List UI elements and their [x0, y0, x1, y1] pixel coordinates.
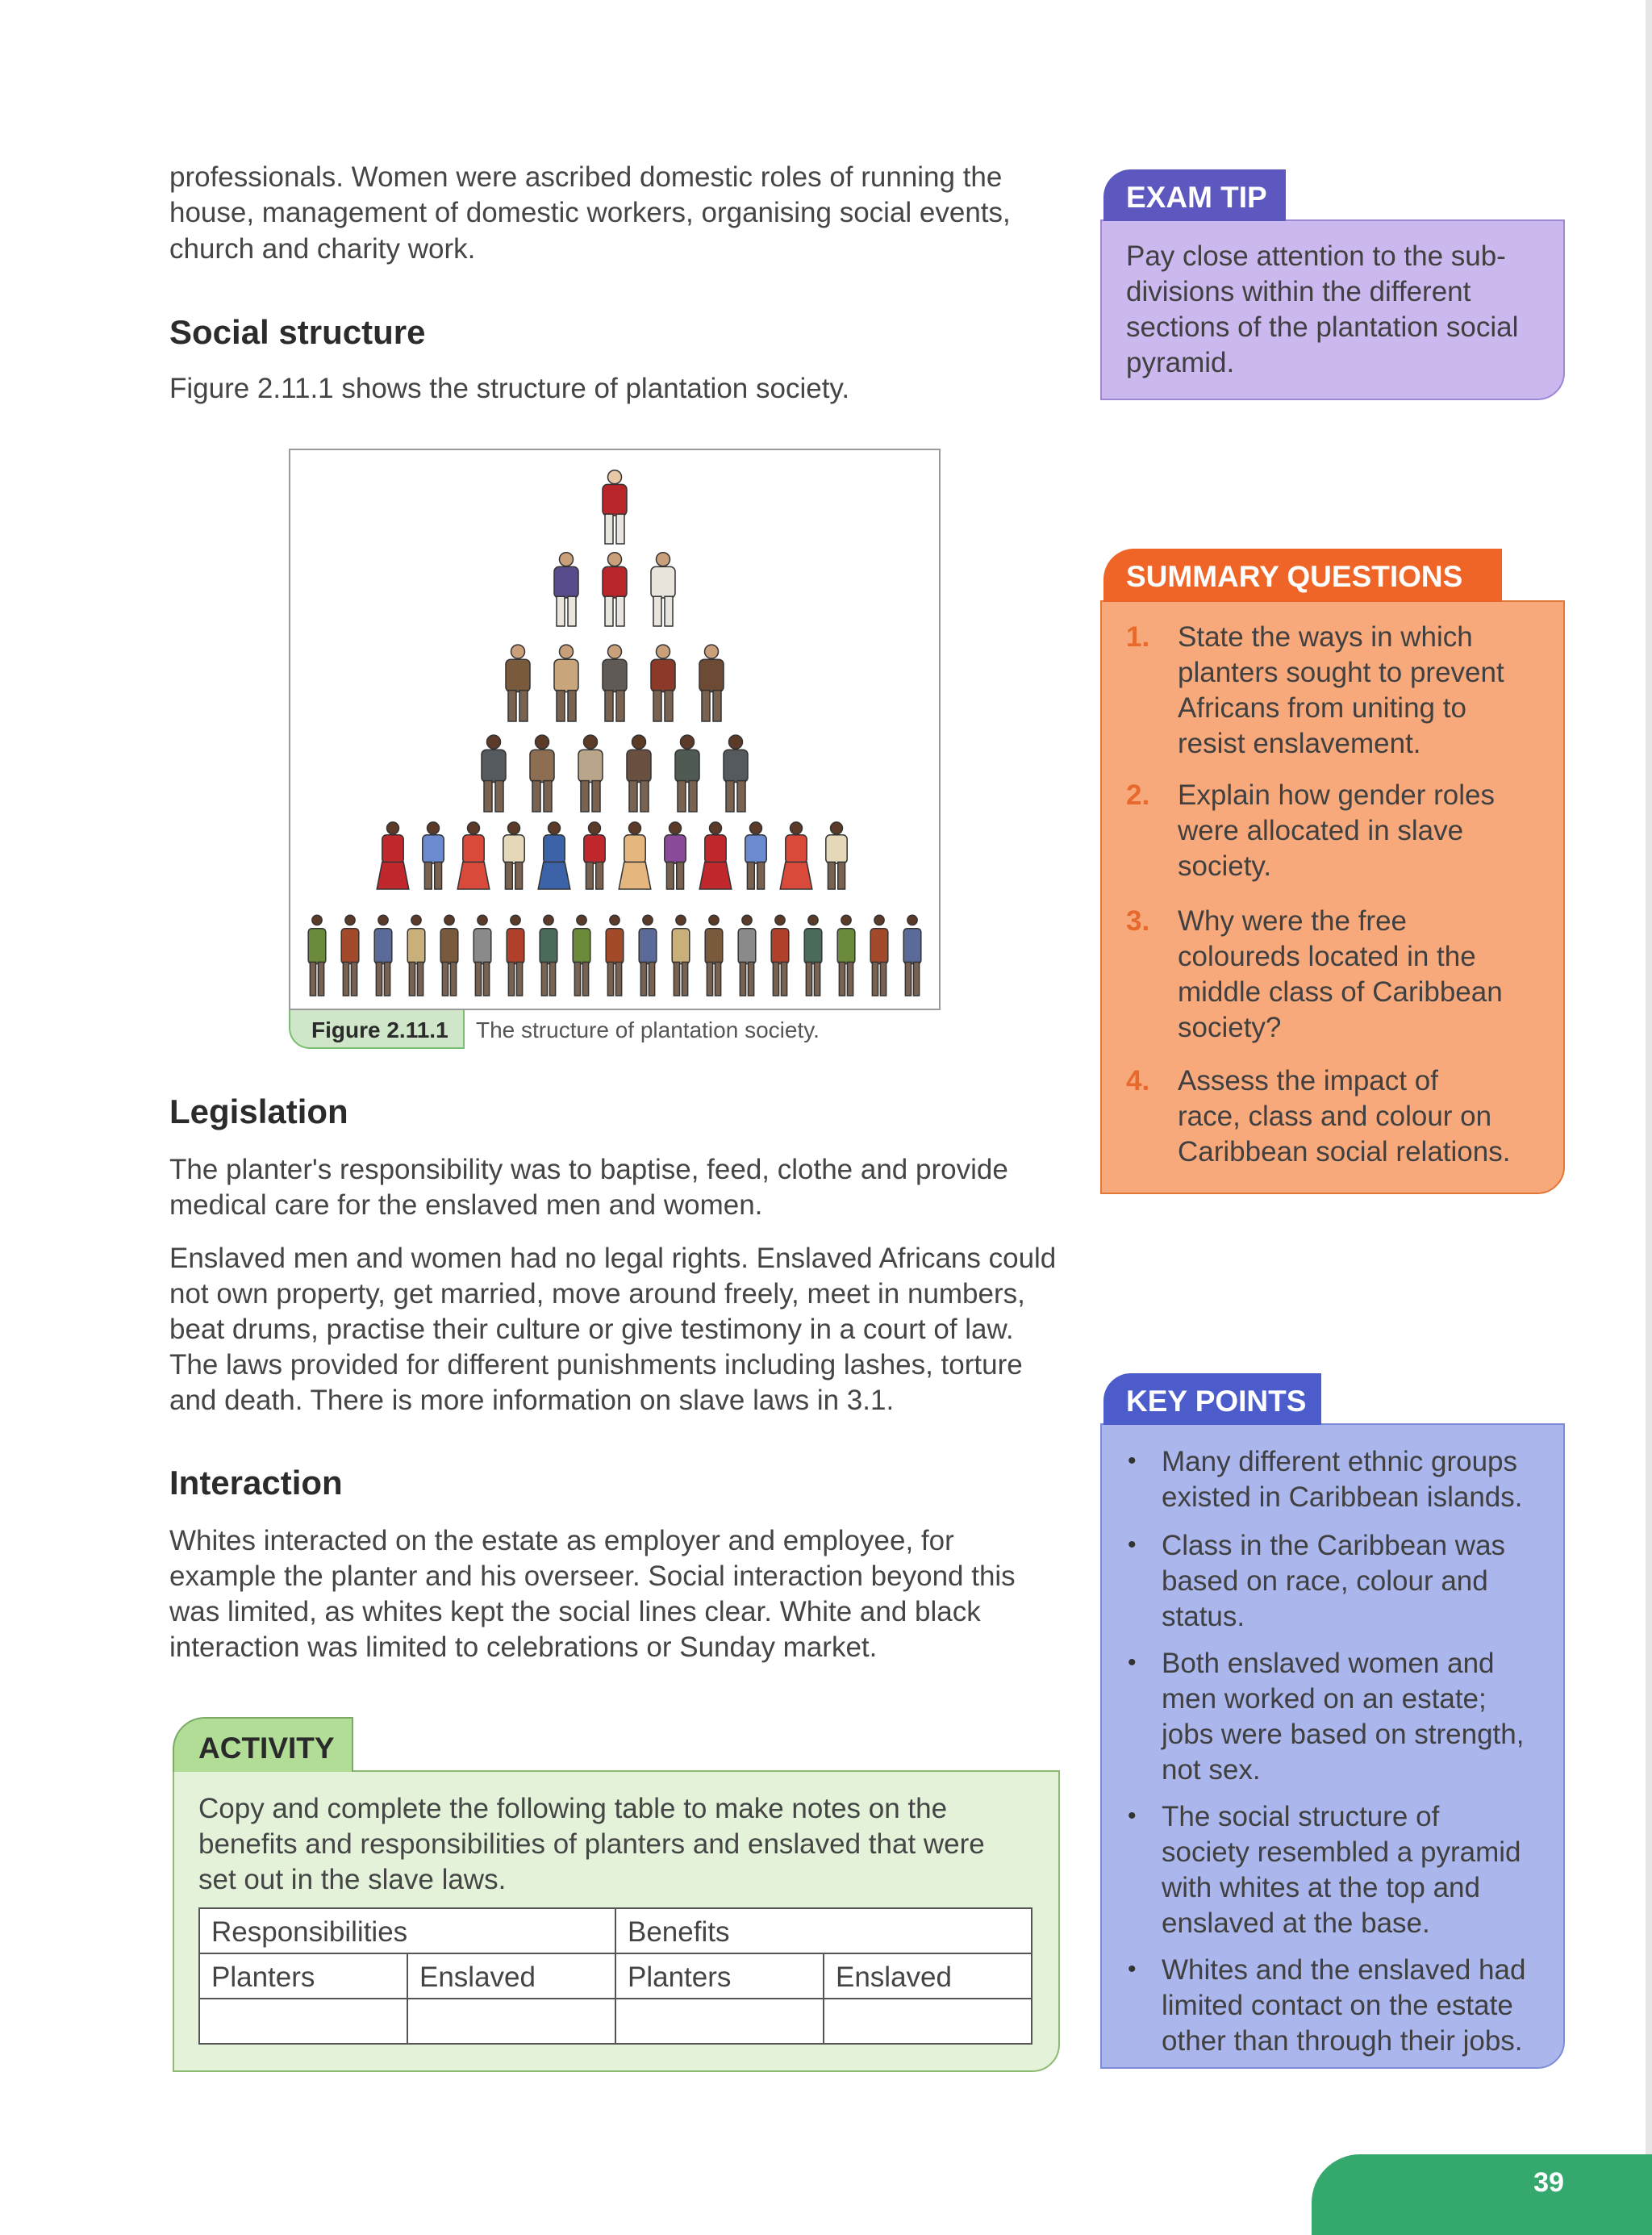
- heading-interaction: Interaction: [169, 1464, 343, 1502]
- person-figure: [554, 553, 578, 626]
- table-subheader: Planters: [199, 1953, 407, 1999]
- figure-pyramid: [289, 449, 941, 1010]
- person-figure: [619, 822, 651, 889]
- figure-number: Figure 2.11.1: [289, 1010, 465, 1049]
- person-figure: [826, 822, 847, 889]
- person-figure: [554, 645, 578, 721]
- table-header-benefits: Benefits: [615, 1908, 1032, 1953]
- key-point-line: jobs were based on strength,: [1162, 1719, 1525, 1750]
- person-figure: [473, 915, 491, 996]
- page-edge: [1646, 0, 1652, 2235]
- bullet-icon: •: [1128, 1531, 1137, 1558]
- legislation-line: The planter's responsibility was to baptise, feed, clothe and provide: [169, 1154, 1008, 1185]
- person-figure: [540, 915, 557, 996]
- figure-caption-text: The structure of plantation society.: [476, 1017, 820, 1042]
- person-figure: [573, 915, 590, 996]
- question-number: 2.: [1126, 779, 1150, 811]
- summary-questions-tab: SUMMARY QUESTIONS: [1103, 549, 1502, 602]
- key-point-line: limited contact on the estate: [1162, 1990, 1513, 2021]
- exam-tip-line: Pay close attention to the sub-: [1126, 240, 1506, 272]
- question-line: Caribbean social relations.: [1178, 1136, 1511, 1168]
- bullet-icon: •: [1128, 1956, 1137, 1982]
- exam-tip-line: sections of the plantation social: [1126, 311, 1519, 343]
- person-figure: [606, 915, 624, 996]
- person-figure: [457, 822, 490, 889]
- interaction-line: example the planter and his overseer. Social interaction beyond this: [169, 1560, 1016, 1592]
- key-points-tab: KEY POINTS: [1103, 1373, 1321, 1425]
- person-figure: [603, 645, 627, 721]
- exam-tip-line: pyramid.: [1126, 347, 1235, 378]
- question-line: Why were the free: [1178, 905, 1407, 937]
- person-figure: [665, 822, 686, 889]
- pyramid-illustration: [290, 450, 939, 1009]
- person-figure: [503, 822, 524, 889]
- key-point-line: Class in the Caribbean was: [1162, 1530, 1506, 1561]
- activity-table: [198, 1907, 1032, 2045]
- question-line: State the ways in which: [1178, 621, 1473, 653]
- person-figure: [699, 822, 732, 889]
- question-line: Explain how gender roles: [1178, 779, 1496, 811]
- key-point-line: with whites at the top and: [1162, 1872, 1480, 1903]
- legislation-line: and death. There is more information on slave laws in 3.1.: [169, 1385, 895, 1416]
- person-figure: [745, 822, 766, 889]
- table-cell-empty: [615, 1999, 824, 2044]
- page-number-tab: [1312, 2154, 1652, 2235]
- key-point-line: Many different ethnic groups: [1162, 1446, 1518, 1477]
- table-header-responsibilities: Responsibilities: [199, 1908, 615, 1953]
- person-figure: [377, 822, 409, 889]
- key-point-line: The social structure of: [1162, 1801, 1440, 1832]
- person-figure: [699, 645, 724, 721]
- table-row: [199, 1908, 1032, 1953]
- table-row: [199, 1999, 1032, 2044]
- person-figure: [507, 915, 524, 996]
- bullet-icon: •: [1128, 1649, 1137, 1676]
- key-point-line: other than through their jobs.: [1162, 2025, 1523, 2057]
- person-figure: [341, 915, 359, 996]
- question-number: 1.: [1126, 621, 1150, 653]
- table-subheader: Enslaved: [824, 1953, 1032, 1999]
- question-line: coloureds located in the: [1178, 941, 1476, 972]
- interaction-line: was limited, as whites kept the social lines clear. White and black: [169, 1596, 981, 1627]
- person-figure: [724, 735, 748, 812]
- table-row: [199, 1953, 1032, 1999]
- question-line: society?: [1178, 1012, 1282, 1043]
- person-figure: [837, 915, 855, 996]
- key-point-line: not sex.: [1162, 1754, 1261, 1786]
- person-figure: [903, 915, 921, 996]
- key-point-line: enslaved at the base.: [1162, 1907, 1430, 1939]
- question-line: Assess the impact of: [1178, 1065, 1438, 1097]
- person-figure: [584, 822, 605, 889]
- activity-line: set out in the slave laws.: [198, 1864, 507, 1895]
- bullet-icon: •: [1128, 1803, 1137, 1829]
- interaction-line: interaction was limited to celebrations or Sunday market.: [169, 1631, 878, 1663]
- person-figure: [407, 915, 425, 996]
- person-figure: [675, 735, 699, 812]
- person-figure: [530, 735, 554, 812]
- person-figure: [627, 735, 651, 812]
- legislation-line: Enslaved men and women had no legal rights. Enslaved Africans could: [169, 1243, 1057, 1274]
- interaction-line: Whites interacted on the estate as employer and employee, for: [169, 1525, 954, 1556]
- person-figure: [639, 915, 657, 996]
- question-line: resist enslavement.: [1178, 728, 1421, 759]
- key-point-line: existed in Caribbean islands.: [1162, 1481, 1523, 1513]
- heading-legislation: Legislation: [169, 1092, 348, 1130]
- intro-line: house, management of domestic workers, organising social events,: [169, 197, 1011, 228]
- person-figure: [771, 915, 789, 996]
- question-line: Africans from uniting to: [1178, 692, 1466, 724]
- heading-social-structure: Social structure: [169, 313, 426, 351]
- question-line: planters sought to prevent: [1178, 657, 1504, 688]
- person-figure: [651, 553, 675, 626]
- person-figure: [780, 822, 812, 889]
- person-figure: [804, 915, 822, 996]
- social-structure-text: Figure 2.11.1 shows the structure of plantation society.: [169, 373, 850, 404]
- question-number: 3.: [1126, 905, 1150, 937]
- activity-line: benefits and responsibilities of planters and enslaved that were: [198, 1828, 985, 1860]
- table-subheader: Planters: [615, 1953, 824, 1999]
- person-figure: [672, 915, 690, 996]
- question-line: were allocated in slave: [1178, 815, 1464, 846]
- person-figure: [870, 915, 888, 996]
- person-figure: [506, 645, 530, 721]
- person-figure: [423, 822, 444, 889]
- legislation-line: not own property, get married, move around freely, meet in numbers,: [169, 1278, 1025, 1310]
- person-figure: [578, 735, 603, 812]
- table-subheader: Enslaved: [407, 1953, 615, 1999]
- intro-line: church and charity work.: [169, 233, 476, 265]
- legislation-line: beat drums, practise their culture or give testimony in a court of law.: [169, 1314, 1014, 1345]
- person-figure: [705, 915, 723, 996]
- key-point-line: men worked on an estate;: [1162, 1683, 1487, 1715]
- page-number: 39: [1533, 2167, 1564, 2198]
- legislation-line: The laws provided for different punishments including lashes, torture: [169, 1349, 1023, 1381]
- person-figure: [651, 645, 675, 721]
- person-figure: [308, 915, 326, 996]
- person-figure: [603, 470, 627, 544]
- person-figure: [738, 915, 756, 996]
- person-figure: [603, 553, 627, 626]
- intro-line: professionals. Women were ascribed domestic roles of running the: [169, 161, 1003, 193]
- person-figure: [374, 915, 392, 996]
- table-cell-empty: [199, 1999, 407, 2044]
- key-point-line: based on race, colour and: [1162, 1565, 1488, 1597]
- question-number: 4.: [1126, 1065, 1150, 1097]
- key-point-line: Both enslaved women and: [1162, 1648, 1495, 1679]
- table-cell-empty: [407, 1999, 615, 2044]
- person-figure: [482, 735, 506, 812]
- exam-tip-tab: EXAM TIP: [1103, 169, 1286, 221]
- question-line: society.: [1178, 850, 1272, 882]
- table-cell-empty: [824, 1999, 1032, 2044]
- key-point-line: status.: [1162, 1601, 1245, 1632]
- person-figure: [440, 915, 458, 996]
- exam-tip-line: divisions within the different: [1126, 276, 1471, 307]
- activity-line: Copy and complete the following table to make notes on the: [198, 1793, 948, 1824]
- legislation-line: medical care for the enslaved men and women.: [169, 1189, 763, 1221]
- key-point-line: society resembled a pyramid: [1162, 1836, 1521, 1868]
- activity-tab: ACTIVITY: [173, 1717, 353, 1772]
- person-figure: [538, 822, 570, 889]
- key-point-line: Whites and the enslaved had: [1162, 1954, 1526, 1986]
- question-line: middle class of Caribbean: [1178, 976, 1503, 1008]
- question-line: race, class and colour on: [1178, 1101, 1492, 1132]
- bullet-icon: •: [1128, 1448, 1137, 1474]
